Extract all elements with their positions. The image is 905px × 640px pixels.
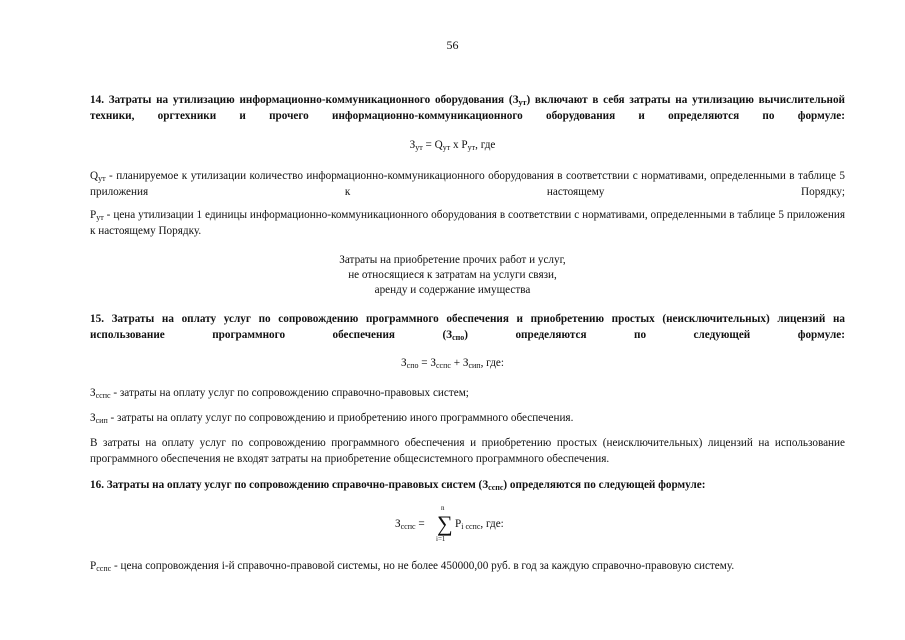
formula-16-lhs: $З_{сспс}$ =	[395, 518, 425, 531]
heading-14-text-a: 14. Затраты на утилизацию информационно-коммуникационного оборудования (З	[90, 94, 519, 106]
definition-z-sspc: $З_{сспс}$ - затраты на оплату услуг по сопровождению справочно-правовых систем;	[90, 387, 469, 400]
paragraph-15-note: В затраты на оплату услуг по сопровождению программного обеспечения и приобретению простых (неисключительных) лицензий на использование программного обеспечения не входят затраты на приобретение общесистемного программного обеспечения.	[90, 437, 845, 465]
section-title-line-2: не относящиеся к затратам на услуги связи,	[348, 269, 557, 281]
definition-q-ut: $Q_{ут}$ - планируемое к утилизации количество информационно-коммуникационного оборудования в соответствии с нормативами, определенными в таблице 5 приложения к настоящему Порядку;	[90, 170, 845, 198]
paragraph-16-heading: 16. Затраты на оплату услуг по сопровождению справочно-правовых систем $(З_{сспс})$ определяются по следующей формуле:	[90, 479, 706, 492]
page-number: 56	[446, 38, 459, 52]
formula-15: $З_{спо} = З_{сспс} + З_{сип}$, где:	[401, 357, 504, 370]
sum-upper-limit: n	[441, 504, 445, 512]
formula-16-term: $P_{i сспс}$, где:	[455, 518, 504, 531]
heading-14-text-b: ) включают в себя затраты на утилизацию вычислительной техники, оргтехники и прочего информационно-коммуникационного оборудования и определяются по формуле:	[90, 94, 846, 122]
section-title-line-1: Затраты на приобретение прочих работ и услуг,	[339, 254, 566, 266]
sum-sigma-symbol: ∑	[437, 511, 453, 536]
sum-lower-limit: i=1	[436, 535, 446, 543]
definition-p-sspc: $Р_{сспс}$ - цена сопровождения i-й справочно-правовой системы, но не более 450000,00 руб. в год за каждую справочно-правовую систему.	[90, 560, 735, 573]
paragraph-14-heading: 14. Затраты на утилизацию информационно-коммуникационного оборудования $(З_{ут})$ включают в себя затраты на утилизацию вычислительной техники, оргтехники и прочего информационно-коммуникационного оборудования и определяются по формуле:	[90, 94, 846, 122]
formula-16	[395, 504, 555, 544]
definition-z-sip: $З_{сип}$ - затраты на оплату услуг по сопровождению и приобретению иного программного обеспечения.	[90, 412, 574, 425]
formula-14: $З_{ут} = Q_{ут}$ х $Р_{ут}$, где	[409, 139, 496, 152]
section-title-line-3: аренду и содержание имущества	[374, 284, 531, 296]
definition-p-ut: $Р_{ут}$ - цена утилизации 1 единицы информационно-коммуникационного оборудования в соответствии с нормативами, определенными в таблице 5 приложения к настоящему Порядку.	[90, 209, 845, 237]
paragraph-15-heading: 15. Затраты на оплату услуг по сопровождению программного обеспечения и приобретению простых (неисключительных) лицензий на использование программного обеспечения $(З_{спо})$ определяются по следующей формуле:	[90, 313, 845, 342]
